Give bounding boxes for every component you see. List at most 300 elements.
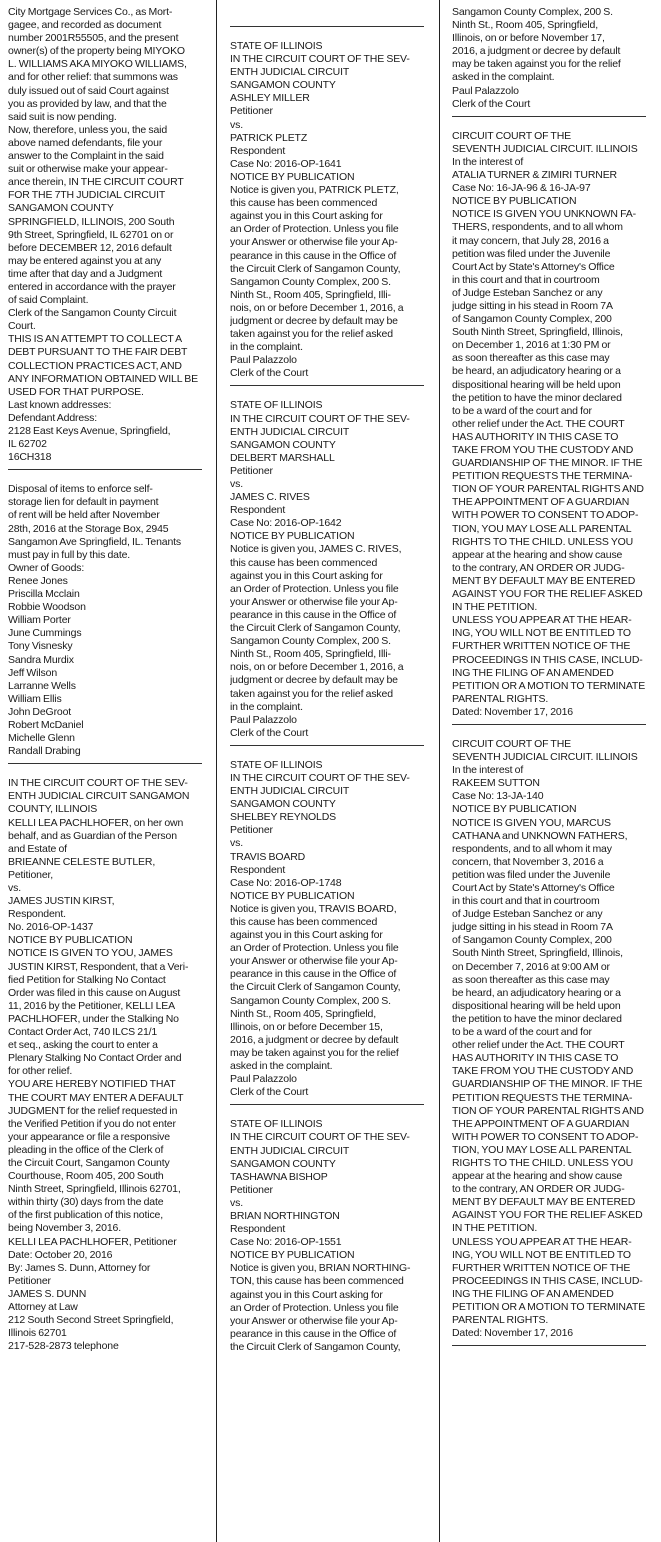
notice-line: COLLECTION PRACTICES ACT, AND <box>8 359 182 372</box>
notice-line: Court Act by State's Attorney's Office <box>452 260 615 273</box>
notice-protection-order-board <box>230 759 426 1099</box>
notice-line: and for other relief: that summons was <box>8 71 178 84</box>
notice-line: you as provided by law, and that the <box>8 97 167 110</box>
notice-line: TRAVIS BOARD <box>230 850 306 863</box>
notice-line: the Circuit Clerk of Sangamon County, <box>230 262 401 275</box>
notice-line: NOTICE BY PUBLICATION <box>230 1249 355 1262</box>
notice-line: being November 3, 2016. <box>8 1222 121 1235</box>
notice-line: Clerk of the Court <box>230 726 309 739</box>
notice-line: PETITION OR A MOTION TO TERMINATE <box>452 679 646 692</box>
notice-line: Paul Palazzolo <box>452 84 519 97</box>
notice-line: ATALIA TURNER & ZIMIRI TURNER <box>452 169 617 182</box>
notice-line: Petitioner <box>230 1183 273 1196</box>
notice-line: PETITION OR A MOTION TO TERMINATE <box>452 1301 646 1313</box>
notice-line: Illinois, on or before November 17, <box>452 32 605 45</box>
notice-line: PACHLHOFER, under the Stalking No <box>8 1012 179 1025</box>
notice-line: of Judge Esteban Sanchez or any <box>452 286 603 299</box>
notice-line: Jeff Wilson <box>8 666 58 679</box>
notice-line: asked in the complaint. <box>452 71 555 84</box>
notice-line: 16CH318 <box>8 451 52 464</box>
notice-line: an Order of Protection. Unless you file <box>230 942 399 955</box>
notice-protection-order-continued <box>452 6 650 111</box>
notice-line: concern, that November 3, 2016 a <box>452 855 604 868</box>
notice-juvenile-sutton <box>452 738 650 1340</box>
column-divider <box>216 0 217 1542</box>
notice-line: Date: October 20, 2016 <box>8 1248 113 1261</box>
notice-line: Robert McDaniel <box>8 718 84 731</box>
notice-line: Sangamon Ave Springfield, IL. Tenants <box>8 535 182 548</box>
notice-line: WITH POWER TO CONSENT TO ADOP- <box>452 509 639 522</box>
notice-line: Ninth St., Room 405, Springfield, <box>230 1007 376 1020</box>
notice-line: the petition to have the minor declared <box>452 1012 622 1025</box>
notice-line: Plenary Stalking No Contact Order and <box>8 1052 182 1065</box>
notice-line: the Circuit Clerk of Sangamon County, <box>230 622 401 635</box>
notice-line: dispositional hearing will be held upon <box>452 999 621 1012</box>
notice-line: IN THE CIRCUIT COURT OF THE SEV- <box>230 771 410 784</box>
notice-line: Court Act by State's Attorney's Office <box>452 882 615 894</box>
notice-line: Contact Order Act, 740 ILCS 21/1 <box>8 1026 158 1039</box>
notice-line: for other relief. <box>8 1065 73 1078</box>
notice-separator <box>452 724 646 725</box>
notice-line: THERS, respondents, and to all whom <box>452 221 623 234</box>
notice-line: Illinois 62701 <box>8 1327 67 1340</box>
notice-line: to the contrary, AN ORDER OR JUDG- <box>452 1183 625 1196</box>
notice-line: appear at the hearing and show cause <box>452 1170 623 1183</box>
notice-line: ASHLEY MILLER <box>230 92 310 105</box>
notice-line: THE APPOINTMENT OF A GUARDIAN <box>452 1117 630 1130</box>
notice-line: may be taken against you for the relief <box>230 1046 399 1059</box>
notice-line: CIRCUIT COURT OF THE <box>452 129 571 142</box>
notice-line: judge sitting in his stead in Room 7A <box>452 921 613 934</box>
column-1 <box>8 0 206 1542</box>
notice-line: of Sangamon County Complex, 200 <box>452 313 612 326</box>
notice-line: vs. <box>230 478 243 490</box>
notice-line: SEVENTH JUDICIAL CIRCUIT. ILLINOIS <box>452 751 638 764</box>
notice-line: against you in this Court asking for <box>230 569 383 582</box>
notice-line: SANGAMON COUNTY <box>230 1157 336 1170</box>
notice-line: ance therein, IN THE CIRCUIT COURT <box>8 176 184 189</box>
notice-line: Ninth St., Room 405, Springfield, <box>452 19 598 32</box>
notice-line: RIGHTS TO THE CHILD. UNLESS YOU <box>452 535 634 548</box>
notice-line: FURTHER WRITTEN NOTICE OF THE <box>452 1261 631 1274</box>
notice-line: Order was filed in this cause on August <box>8 986 181 999</box>
notice-line: Last known addresses: <box>8 398 112 411</box>
notice-line: against you in this Court asking for <box>230 210 383 223</box>
notice-line: ING THE FILING OF AN AMENDED <box>452 666 614 679</box>
notice-line: Case No: 2016-OP-1551 <box>230 1236 342 1249</box>
notice-line: of rent will be held after November <box>8 509 160 522</box>
notice-line: RIGHTS TO THE CHILD. UNLESS YOU <box>452 1156 634 1169</box>
notice-line: other relief under the Act. THE COURT <box>452 417 625 430</box>
notice-line: Respondent <box>230 144 286 157</box>
notice-line: Renee Jones <box>8 574 68 587</box>
notice-line: suit or otherwise make your appear- <box>8 163 168 176</box>
notice-line: Sangamon County Complex, 200 S. <box>230 994 391 1007</box>
notice-line: Sandra Murdix <box>8 653 74 666</box>
notice-line: of Sangamon County Complex, 200 <box>452 934 612 947</box>
notice-line: et seq., asking the court to enter a <box>8 1039 158 1052</box>
notice-line: YOU ARE HEREBY NOTIFIED THAT <box>8 1078 176 1091</box>
notice-line: your Answer or otherwise file your Ap- <box>230 1314 398 1327</box>
notice-line: SHELBEY REYNOLDS <box>230 811 337 824</box>
notice-line: above named defendants, file your <box>8 136 163 149</box>
notice-line: Case No: 2016-OP-1641 <box>230 157 342 170</box>
notice-line: time after that day and a Judgment <box>8 267 163 280</box>
notice-line: gagee, and recorded as document <box>8 19 162 32</box>
notice-line: AGAINST YOU FOR THE RELIEF ASKED <box>452 588 643 601</box>
notice-line: Attorney at Law <box>8 1301 78 1313</box>
notice-line: Court. <box>8 320 36 333</box>
notice-line: NOTICE BY PUBLICATION <box>8 934 133 947</box>
notice-line: RAKEEM SUTTON <box>452 777 540 790</box>
notice-line: ENTH JUDICIAL CIRCUIT SANGAMON <box>8 790 190 803</box>
notice-line: Case No: 2016-OP-1642 <box>230 517 342 530</box>
notice-separator <box>230 385 424 386</box>
notice-line: TION, YOU MAY LOSE ALL PARENTAL <box>452 522 632 535</box>
notice-line: IN THE CIRCUIT COURT OF THE SEV- <box>230 53 410 66</box>
notice-line: Randall Drabing <box>8 745 81 758</box>
notice-line: Robbie Woodson <box>8 601 86 614</box>
notice-line: Sangamon County Complex, 200 S. <box>230 275 391 288</box>
notice-line: No. 2016-OP-1437 <box>8 921 94 934</box>
notice-line: USED FOR THAT PURPOSE. <box>8 385 144 398</box>
notice-line: NOTICE BY PUBLICATION <box>452 803 577 816</box>
notice-line: City Mortgage Services Co., as Mort- <box>8 6 173 18</box>
notice-line: Paul Palazzolo <box>230 713 297 726</box>
notice-line: Ninth Street, Springfield, Illinois 62701, <box>8 1183 181 1196</box>
notice-line: this cause has been commenced <box>230 197 378 210</box>
notice-line: TION OF YOUR PARENTAL RIGHTS AND <box>452 1104 644 1117</box>
notice-line: NOTICE IS GIVEN YOU UNKNOWN FA- <box>452 208 637 221</box>
notice-line: Tony Visnesky <box>8 640 73 653</box>
notice-line: against you in this Court asking for <box>230 1288 383 1301</box>
notice-line: Clerk of the Sangamon County Circuit <box>8 307 177 320</box>
notice-line: June Cummings <box>8 627 82 640</box>
notice-line: Dated: November 17, 2016 <box>452 705 573 718</box>
notice-line: to the contrary, AN ORDER OR JUDG- <box>452 561 625 574</box>
notice-separator <box>8 469 202 470</box>
notice-line: Respondent <box>230 1223 286 1236</box>
notice-line: judgment or decree by default may be <box>230 674 398 687</box>
notice-line: South Ninth Street, Springfield, Illinois, <box>452 326 623 339</box>
notice-line: TAKE FROM YOU THE CUSTODY AND <box>452 444 634 456</box>
notice-line: to be a ward of the court and for <box>452 404 592 417</box>
notice-line: ING, YOU WILL NOT BE ENTITLED TO <box>452 1248 631 1261</box>
notice-line: In the interest of <box>452 155 524 168</box>
notice-line: JUSTIN KIRST, Respondent, that a Veri- <box>8 960 189 973</box>
notice-line: JUDGMENT for the relief requested in <box>8 1104 178 1117</box>
notice-line: be heard, an adjudicatory hearing or a <box>452 365 621 378</box>
notice-line: Notice is given you, PATRICK PLETZ, <box>230 184 399 197</box>
notice-line: SANGAMON COUNTY <box>230 79 336 92</box>
notice-line: JAMES JUSTIN KIRST, <box>8 895 115 908</box>
notice-line: Paul Palazzolo <box>230 1073 297 1086</box>
notice-line: THE COURT MAY ENTER A DEFAULT <box>8 1091 184 1104</box>
notice-line: ENTH JUDICIAL CIRCUIT <box>230 425 350 438</box>
notice-line: owner(s) of the property being MIYOKO <box>8 45 185 58</box>
notice-line: John DeGroot <box>8 705 72 718</box>
notice-line: of the first publication of this notice, <box>8 1209 164 1222</box>
notice-storage-lien <box>8 483 206 758</box>
notice-line: ING THE FILING OF AN AMENDED <box>452 1287 614 1300</box>
notice-line: storage lien for default in payment <box>8 496 159 509</box>
notice-line: FOR THE 7TH JUDICIAL CIRCUIT <box>8 189 166 202</box>
notice-protection-order-rives <box>230 399 426 739</box>
notice-line: TASHAWNA BISHOP <box>230 1170 328 1183</box>
notice-line: NOTICE BY PUBLICATION <box>230 170 355 183</box>
notice-line: and Estate of <box>8 842 67 855</box>
notice-line: HAS AUTHORITY IN THIS CASE TO <box>452 430 619 443</box>
notice-line: JAMES C. RIVES <box>230 491 310 504</box>
notice-line: THIS IS AN ATTEMPT TO COLLECT A <box>8 333 183 346</box>
notice-line: PROCEEDINGS IN THIS CASE, INCLUD- <box>452 653 643 666</box>
notice-separator <box>452 116 646 117</box>
notice-line: this cause has been commenced <box>230 916 378 928</box>
notice-line: against you in this Court asking for <box>230 929 383 942</box>
notice-line: STATE OF ILLINOIS <box>230 758 323 771</box>
notice-line: WITH POWER TO CONSENT TO ADOP- <box>452 1130 639 1143</box>
notice-line: TAKE FROM YOU THE CUSTODY AND <box>452 1065 634 1078</box>
notice-line: L. WILLIAMS AKA MIYOKO WILLIAMS, <box>8 58 187 71</box>
notice-line: IN THE PETITION. <box>452 1222 538 1235</box>
notice-line: 217-528-2873 telephone <box>8 1340 119 1353</box>
notice-line: ING, YOU WILL NOT BE ENTITLED TO <box>452 627 631 640</box>
notice-line: UNLESS YOU APPEAR AT THE HEAR- <box>452 1235 632 1248</box>
notice-line: Larranne Wells <box>8 679 76 692</box>
notice-line: Notice is given you, TRAVIS BOARD, <box>230 902 397 915</box>
notice-line: appear at the hearing and show cause <box>452 548 623 561</box>
notice-line: Clerk of the Court <box>452 97 531 110</box>
notice-line: NOTICE BY PUBLICATION <box>230 889 355 902</box>
notice-line: PETITION REQUESTS THE TERMINA- <box>452 470 633 483</box>
notice-line: Case No: 13-JA-140 <box>452 790 544 803</box>
notice-line: vs. <box>230 1196 243 1209</box>
notice-line: JAMES S. DUNN <box>8 1287 87 1300</box>
notice-line: nois, on or before December 1, 2016, a <box>230 301 404 314</box>
notice-line: CATHANA and UNKNOWN FATHERS, <box>452 829 628 842</box>
notice-line: PARENTAL RIGHTS. <box>452 1314 549 1327</box>
notice-line: Sangamon County Complex, 200 S. <box>230 635 391 648</box>
notice-line: Clerk of the Court <box>230 1086 309 1099</box>
notice-line: nois, on or before December 1, 2016, a <box>230 661 404 674</box>
notice-line: ENTH JUDICIAL CIRCUIT <box>230 785 350 798</box>
notice-line: pearance in this cause in the Office of <box>230 249 397 262</box>
notice-line: Ninth St., Room 405, Springfield, Illi- <box>230 288 391 301</box>
notice-line: Case No: 2016-OP-1748 <box>230 876 342 889</box>
notice-line: Sangamon County Complex, 200 S. <box>452 6 613 18</box>
notice-line: Disposal of items to enforce self- <box>8 483 153 496</box>
notice-line: HAS AUTHORITY IN THIS CASE TO <box>452 1052 619 1065</box>
notice-line: as soon thereafter as this case may <box>452 973 610 986</box>
notice-line: an Order of Protection. Unless you file <box>230 582 399 595</box>
notice-line: dispositional hearing will be held upon <box>452 378 621 391</box>
notice-protection-order-pletz <box>230 40 426 380</box>
notice-line: NOTICE IS GIVEN YOU, MARCUS <box>452 816 611 829</box>
notice-line: GUARDIANSHIP OF THE MINOR. IF THE <box>452 457 643 470</box>
notice-line: In the interest of <box>452 764 524 777</box>
notice-line: Defendant Address: <box>8 411 98 424</box>
notice-line: judge sitting in his stead in Room 7A <box>452 299 613 312</box>
notice-line: to be a ward of the court and for <box>452 1026 592 1039</box>
notice-line: pearance in this cause in the Office of <box>230 1327 397 1340</box>
notice-line: the Circuit Clerk of Sangamon County, <box>230 1340 401 1353</box>
notice-line: 212 South Second Street Springfield, <box>8 1314 174 1327</box>
notice-line: STATE OF ILLINOIS <box>230 399 323 412</box>
column-2 <box>230 0 426 1542</box>
notice-line: of Judge Esteban Sanchez or any <box>452 908 603 921</box>
notice-line: FURTHER WRITTEN NOTICE OF THE <box>452 640 631 653</box>
notice-line: judgment or decree by default may be <box>230 314 398 327</box>
notice-line: 11, 2016 by the Petitioner, KELLI LEA <box>8 999 175 1012</box>
notice-line: in this court and that in courtroom <box>452 273 600 286</box>
notice-line: By: James S. Dunn, Attorney for <box>8 1261 151 1274</box>
notice-line: Respondent <box>230 863 286 876</box>
notice-separator <box>8 763 202 764</box>
notice-line: Clerk of the Court <box>230 367 309 380</box>
notice-line: duly issued out of said Court against <box>8 84 169 97</box>
notice-line: 2128 East Keys Avenue, Springfield, <box>8 425 171 437</box>
notice-line: Owner of Goods: <box>8 561 85 574</box>
column-3 <box>452 0 650 1542</box>
notice-line: MENT BY DEFAULT MAY BE ENTERED <box>452 574 636 587</box>
notice-line: on December 7, 2016 at 9:00 AM or <box>452 960 610 973</box>
notice-separator <box>230 26 424 27</box>
notice-line: it may concern, that July 28, 2016 a <box>452 234 609 247</box>
notice-line: entered in accordance with the prayer <box>8 280 176 293</box>
notice-line: your Answer or otherwise file your Ap- <box>230 595 398 608</box>
notice-line: Dated: November 17, 2016 <box>452 1327 573 1340</box>
notice-line: William Ellis <box>8 692 62 705</box>
notice-line: IN THE CIRCUIT COURT OF THE SEV- <box>230 412 410 425</box>
notice-line: the petition to have the minor declared <box>452 391 622 404</box>
notice-line: respondents, and to all whom it may <box>452 842 612 855</box>
notice-line: taken against you for the relief asked <box>230 328 393 341</box>
notice-line: William Porter <box>8 614 71 627</box>
notice-line: Petitioner <box>8 1274 51 1287</box>
notice-line: Respondent <box>230 504 286 517</box>
notice-line: ENTH JUDICIAL CIRCUIT <box>230 66 350 79</box>
notice-line: answer to the Complaint in the said <box>8 150 164 163</box>
notice-line: TON, this cause has been commenced <box>230 1275 404 1288</box>
notice-line: NOTICE BY PUBLICATION <box>452 195 577 208</box>
notice-line: PATRICK PLETZ <box>230 131 308 144</box>
notice-line: IL 62702 <box>8 438 47 451</box>
notice-line: IN THE CIRCUIT COURT OF THE SEV- <box>8 777 188 790</box>
notice-line: PETITION REQUESTS THE TERMINA- <box>452 1091 633 1104</box>
notice-line: Illinois, on or before December 15, <box>230 1020 383 1033</box>
notice-line: TION OF YOUR PARENTAL RIGHTS AND <box>452 483 644 496</box>
notice-line: be heard, an adjudicatory hearing or a <box>452 986 621 999</box>
notice-line: KELLI LEA PACHLHOFER, on her own <box>8 816 184 829</box>
notice-line: IN THE PETITION. <box>452 601 538 614</box>
notice-line: vs. <box>230 837 243 850</box>
notice-line: Petitioner <box>230 464 273 477</box>
notice-line: taken against you for the relief asked <box>230 687 393 700</box>
notice-line: fied Petition for Stalking No Contact <box>8 973 166 986</box>
notice-line: CIRCUIT COURT OF THE <box>452 737 571 750</box>
notice-protection-order-northington <box>230 1118 426 1354</box>
notice-line: on December 1, 2016 at 1:30 PM or <box>452 339 611 352</box>
notice-line: this cause has been commenced <box>230 556 378 569</box>
notice-line: STATE OF ILLINOIS <box>230 1118 323 1131</box>
notice-line: said suit is now pending. <box>8 110 117 123</box>
notice-line: MENT BY DEFAULT MAY BE ENTERED <box>452 1196 636 1209</box>
notice-line: petition was filed under the Juvenile <box>452 247 611 260</box>
notice-line: 2016, a judgment or decree by default <box>230 1033 399 1046</box>
notice-line: behalf, and as Guardian of the Person <box>8 829 177 842</box>
notice-line: Priscilla Mcclain <box>8 588 80 601</box>
notice-line: South Ninth Street, Springfield, Illinois, <box>452 947 623 960</box>
notice-line: NOTICE IS GIVEN TO YOU, JAMES <box>8 947 173 960</box>
notice-line: ENTH JUDICIAL CIRCUIT <box>230 1144 350 1157</box>
column-divider <box>439 0 440 1542</box>
notice-line: petition was filed under the Juvenile <box>452 868 611 881</box>
notice-line: other relief under the Act. THE COURT <box>452 1039 625 1052</box>
notice-line: Michelle Glenn <box>8 732 75 745</box>
notice-line: Case No: 16-JA-96 & 16-JA-97 <box>452 182 591 195</box>
notice-line: of said Complaint. <box>8 294 89 307</box>
notice-line: UNLESS YOU APPEAR AT THE HEAR- <box>452 614 632 627</box>
notice-separator <box>452 1345 646 1346</box>
notice-line: an Order of Protection. Unless you file <box>230 223 399 236</box>
notice-line: SEVENTH JUDICIAL CIRCUIT. ILLINOIS <box>452 142 638 155</box>
notice-line: DEBT PURSUANT TO THE FAIR DEBT <box>8 346 188 359</box>
notice-line: GUARDIANSHIP OF THE MINOR. IF THE <box>452 1078 643 1091</box>
notice-line: asked in the complaint. <box>230 1060 333 1073</box>
notice-line: may be entered against you at any <box>8 254 162 267</box>
notice-line: BRIAN NORTHINGTON <box>230 1209 340 1222</box>
notice-line: DELBERT MARSHALL <box>230 451 335 464</box>
notice-line: Paul Palazzolo <box>230 354 297 367</box>
notice-line: vs. <box>230 118 243 131</box>
notice-line: Courthouse, Room 405, 200 South <box>8 1170 164 1183</box>
notice-line: in this court and that in courtroom <box>452 895 600 908</box>
notice-separator <box>230 1104 424 1105</box>
notice-line: pleading in the office of the Clerk of <box>8 1143 164 1156</box>
notice-line: before DECEMBER 12, 2016 default <box>8 241 172 254</box>
notice-line: Petitioner <box>230 824 273 837</box>
notice-line: KELLI LEA PACHLHOFER, Petitioner <box>8 1235 177 1248</box>
notice-line: SANGAMON COUNTY <box>230 438 336 451</box>
notice-line: PROCEEDINGS IN THIS CASE, INCLUD- <box>452 1274 643 1287</box>
notice-line: STATE OF ILLINOIS <box>230 40 323 52</box>
notice-line: vs. <box>8 882 21 894</box>
notice-line: your appearance or file a responsive <box>8 1130 170 1143</box>
notice-stalking-order <box>8 777 206 1353</box>
notice-line: your Answer or otherwise file your Ap- <box>230 236 398 249</box>
notice-line: TION, YOU MAY LOSE ALL PARENTAL <box>452 1143 632 1156</box>
notice-line: an Order of Protection. Unless you file <box>230 1301 399 1314</box>
notice-juvenile-turner <box>452 130 650 719</box>
notice-line: IN THE CIRCUIT COURT OF THE SEV- <box>230 1131 410 1144</box>
notice-line: SANGAMON COUNTY <box>8 202 114 215</box>
notice-line: the Circuit Court, Sangamon County <box>8 1156 170 1169</box>
notice-line: within thirty (30) days from the date <box>8 1196 164 1209</box>
notice-line: may be taken against you for the relief <box>452 58 621 71</box>
notice-line: pearance in this cause in the Office of <box>230 608 397 621</box>
notice-line: THE APPOINTMENT OF A GUARDIAN <box>452 496 630 509</box>
notice-line: your Answer or otherwise file your Ap- <box>230 955 398 968</box>
notice-line: must pay in full by this date. <box>8 548 131 561</box>
notice-line: Petitioner <box>230 105 273 118</box>
notice-line: NOTICE BY PUBLICATION <box>230 530 355 543</box>
notice-line: number 2001R55505, and the present <box>8 32 179 45</box>
notice-line: the Verified Petition if you do not enter <box>8 1117 176 1130</box>
notice-line: Respondent. <box>8 908 66 921</box>
notice-line: Petitioner, <box>8 868 54 881</box>
notice-mortgage-foreclosure <box>8 6 206 464</box>
notice-line: Notice is given you, JAMES C. RIVES, <box>230 543 402 556</box>
